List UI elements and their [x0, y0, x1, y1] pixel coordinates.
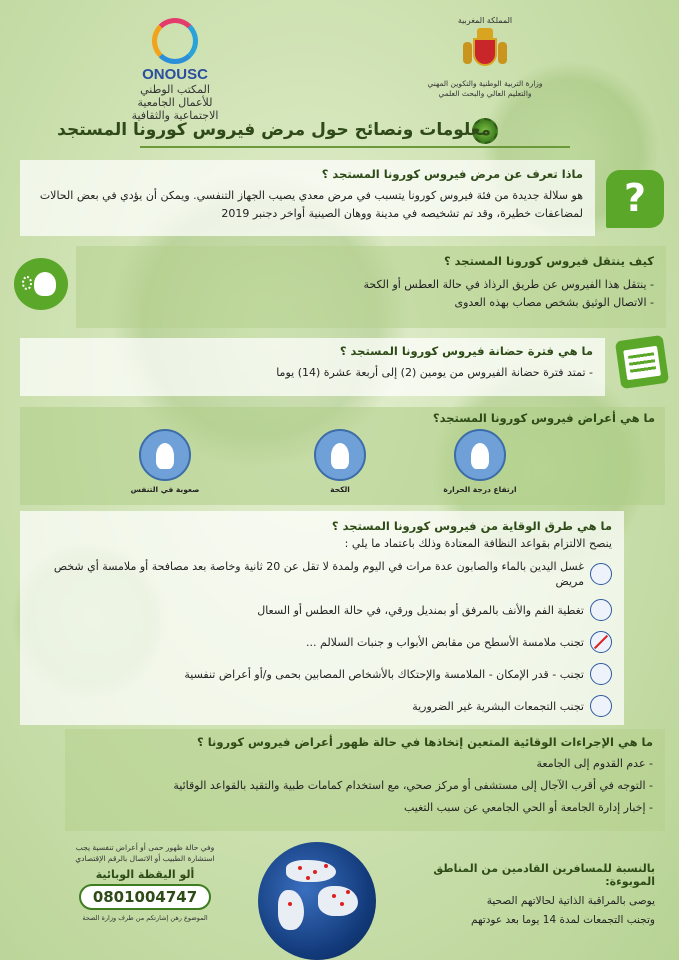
no-touch-icon — [590, 631, 612, 653]
org-name-line: الاجتماعية والثقافية — [131, 109, 219, 122]
section-question: ما هي أعراض فيروس كورونا المستجد؟ — [432, 411, 655, 425]
prevention-text: تجنب ملامسة الأسطح من مقابض الأبواب و جنبات السلالم ... — [306, 635, 584, 649]
travelers-heading: بالنسبة للمسافرين القادمين من المناطق الموبوءة: — [433, 862, 655, 888]
section-question: ما هي فترة حضانة فيروس كورونا المستجد ؟ — [339, 344, 593, 358]
symptom-fever — [435, 429, 525, 494]
symptom-label: صعوبة في التنفس — [130, 485, 200, 494]
section-incubation — [20, 338, 605, 396]
hotline-box — [70, 842, 220, 922]
hotline-label: ألو اليقظة الوبائية — [95, 868, 195, 881]
list-item: - تمتد فترة حضانة الفيروس من يومين (2) إلى أربعة عشرة (14) يوما — [276, 366, 593, 379]
list-item: - إخبار إدارة الجامعة أو الحي الجامعي عن سبب التغيب — [403, 801, 653, 814]
globe-icon — [258, 842, 376, 960]
section-question: كيف ينتقل فيروس كورونا المستجد ؟ — [443, 254, 654, 268]
section-what — [20, 160, 595, 236]
ministry-name-line: وزارة التربية الوطنية والتكوين المهني — [427, 79, 543, 88]
sneeze-elbow-icon — [590, 599, 612, 621]
symptom-label: الكحة — [330, 485, 350, 494]
org-name-line: للأعمال الجامعية — [137, 96, 213, 109]
kingdom-label: المملكة المغربية — [457, 16, 513, 25]
crowd-icon — [590, 695, 612, 717]
distance-icon — [590, 663, 612, 685]
lungs-icon — [139, 429, 191, 481]
prevention-text: غسل اليدين بالماء والصابون عدة مرات في اليوم ولمدة لا تقل عن 20 ثانية وخاصة بعد مصافحة أو ملامسة أي شخص مريض — [53, 560, 584, 588]
section-question: ماذا تعرف عن مرض فيروس كورونا المستجد ؟ — [321, 167, 583, 181]
hotline-note: وفي حالة ظهور حمى أو أعراض تنفسية يجب استشارة الطبيب أو الاتصال بالرقم الإقتصادي — [75, 843, 215, 863]
list-item: - التوجه في أقرب الآجال إلى مستشفى أو مركز صحي، مع استخدام كمامات طبية والتقيد بالقواعد الوقائية — [173, 779, 653, 792]
cough-person-icon — [314, 429, 366, 481]
onousc-logo — [120, 18, 230, 122]
fever-icon — [454, 429, 506, 481]
section-question: ما هي الإجراءات الوقائية المتعين إتخاذها في حالة ظهور أعراض فيروس كورونا ؟ — [197, 735, 653, 749]
ministry-name-line: والتعليم العالي والبحث العلمي — [438, 89, 532, 98]
travelers-item: وتجنب التجمعات لمدة 14 يوما بعد عودتهم — [470, 914, 655, 926]
list-item: - الاتصال الوثيق بشخص مصاب بهذه العدوى — [454, 296, 654, 309]
prevention-text: تجنب التجمعات البشرية غير الضرورية — [412, 699, 584, 713]
section-prevention — [20, 511, 624, 725]
title-underline — [140, 146, 570, 148]
hotline-footer: الموضوع رهن إشارتكم من طرف وزارة الصحة — [82, 914, 208, 922]
cough-icon — [14, 258, 68, 310]
symptom-breathing — [120, 429, 210, 494]
prevention-item — [32, 695, 612, 717]
header — [0, 10, 679, 122]
travelers-box — [415, 862, 655, 930]
prevention-item — [32, 559, 612, 589]
onousc-brand: ONOUSC — [142, 66, 208, 83]
org-name-line: المكتب الوطني — [140, 83, 210, 96]
prevention-intro: ينصح الالتزام بقواعد النظافة المعتادة وذلك باعتماد ما يلي : — [344, 537, 612, 550]
prevention-item — [32, 631, 612, 653]
coat-of-arms-icon — [462, 28, 508, 76]
section-symptoms — [20, 407, 665, 505]
prevention-item — [32, 663, 612, 685]
question-mark-icon: ? — [606, 170, 664, 228]
list-item: - ينتقل هذا الفيروس عن طريق الرذاذ في حالة العطس أو الكحة — [363, 278, 654, 291]
onousc-ring-icon — [152, 18, 198, 64]
symptom-cough — [295, 429, 385, 494]
hotline-phone[interactable]: 0801004747 — [79, 884, 211, 910]
ministry-logo — [425, 16, 545, 99]
list-item: - عدم القدوم إلى الجامعة — [536, 757, 653, 770]
prevention-text: تجنب - قدر الإمكان - الملامسة والإحتكاك بالأشخاص المصابين بحمى و/أو أعراض تنفسية — [184, 667, 584, 681]
section-measures — [65, 729, 665, 831]
travelers-item: يوصى بالمراقبة الذاتية لحالاتهم الصحية — [486, 895, 655, 907]
page-title-row — [0, 116, 679, 150]
handwash-icon — [590, 563, 612, 585]
prevention-text: تغطية الفم والأنف بالمرفق أو بمنديل ورقي، في حالة العطس أو السعال — [257, 603, 584, 617]
symptom-label: ارتفاع درجة الحرارة — [443, 485, 517, 494]
prevention-item — [32, 599, 612, 621]
section-question: ما هي طرق الوقاية من فيروس كورونا المستجد ؟ — [331, 519, 612, 533]
section-body: هو سلالة جديدة من فئة فيروس كورونا يتسبب في مرض معدي يصيب الجهاز التنفسي. ويمكن أن يؤدي في بعض الحالات لمضاعفات خطيرة، وقد تم تشخيصه في مدينة ووهان الصينية أواخر دجنبر 2019 — [39, 189, 583, 220]
calendar-icon — [615, 335, 669, 389]
section-transmission — [76, 246, 666, 328]
page-title: معلومات ونصائح حول مرض فيروس كورونا المستجد — [57, 120, 491, 140]
